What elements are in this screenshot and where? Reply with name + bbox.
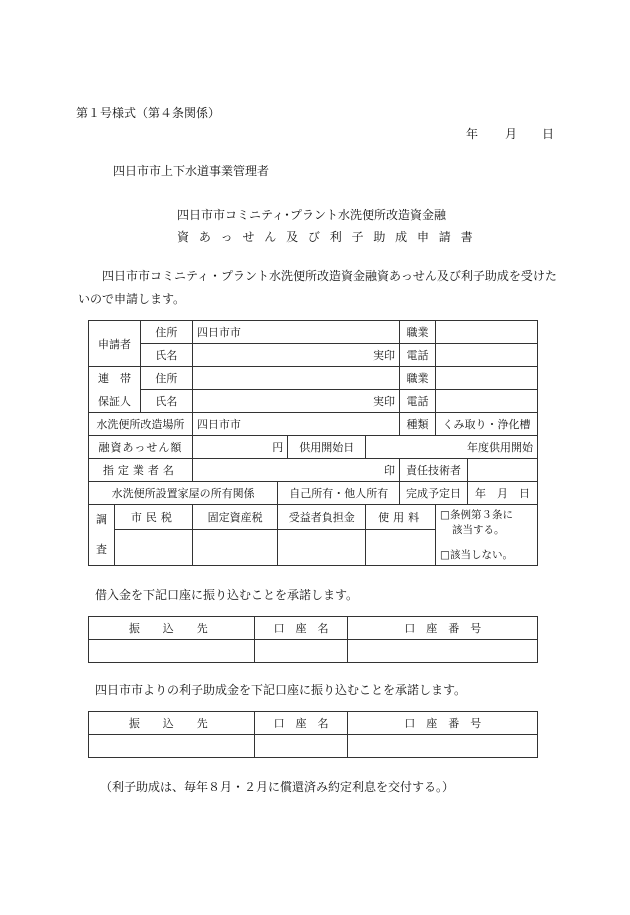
applicant-name-label: 氏名 bbox=[140, 344, 192, 367]
applicant-occupation-value[interactable] bbox=[436, 321, 538, 344]
bank2-number-value[interactable] bbox=[348, 735, 538, 758]
bank2-dest-value[interactable] bbox=[89, 735, 255, 758]
application-table bbox=[88, 320, 538, 566]
date-year: 年 bbox=[466, 127, 479, 141]
form-number: 第１号様式（第４条関係） bbox=[76, 106, 221, 120]
applicant-label: 申請者 bbox=[89, 321, 141, 367]
applicant-address-value: 四日市市 bbox=[192, 321, 399, 344]
guarantor-seal: 実印 bbox=[192, 390, 399, 413]
work-place-value: 四日市市 bbox=[192, 413, 399, 436]
guarantor-address-label: 住所 bbox=[140, 367, 192, 390]
bank2-dest-label: 振 込 先 bbox=[89, 712, 255, 735]
beneficiary-value[interactable] bbox=[278, 530, 366, 566]
applicant-seal: 実印 bbox=[192, 344, 399, 367]
applicant-occupation-label: 職業 bbox=[400, 321, 436, 344]
survey-label-b: 査 bbox=[95, 543, 107, 556]
bank1-name-label: 口 座 名 bbox=[254, 617, 348, 640]
guarantor-label-b: 保証人 bbox=[89, 390, 141, 413]
city-tax-value[interactable] bbox=[114, 530, 192, 566]
consent-2: 四日市市よりの利子助成金を下記口座に振り込むことを承諾します。 bbox=[95, 683, 467, 697]
guarantor-phone-value[interactable] bbox=[436, 390, 538, 413]
bank1-dest-label: 振 込 先 bbox=[89, 617, 255, 640]
guarantor-address-value[interactable] bbox=[192, 367, 399, 390]
guarantor-name-label: 氏名 bbox=[140, 390, 192, 413]
bank2-name-label: 口 座 名 bbox=[254, 712, 348, 735]
bank1-number-label: 口 座 番 号 bbox=[348, 617, 538, 640]
start-date-value: 年度供用開始 bbox=[366, 436, 538, 459]
date-month: 月 bbox=[505, 127, 518, 141]
usage-fee-value[interactable] bbox=[366, 530, 436, 566]
contractor-seal: 印 bbox=[192, 459, 399, 482]
type-value: くみ取り・浄化槽 bbox=[436, 413, 538, 436]
type-label: 種類 bbox=[400, 413, 436, 436]
work-place-label: 水洗便所改造場所 bbox=[89, 413, 193, 436]
ordinance-check bbox=[436, 505, 538, 566]
property-tax-value[interactable] bbox=[192, 530, 278, 566]
start-date-label: 供用開始日 bbox=[288, 436, 366, 459]
guarantor-phone-label: 電話 bbox=[400, 390, 436, 413]
bank-table-1 bbox=[88, 616, 538, 663]
check-not-applicable[interactable]: □該当しない。 bbox=[440, 549, 513, 561]
engineer-value[interactable] bbox=[467, 459, 537, 482]
guarantor-label-a: 連 帯 bbox=[89, 367, 141, 390]
applicant-phone-value[interactable] bbox=[436, 344, 538, 367]
city-tax-label: 市民税 bbox=[114, 505, 192, 530]
bank-table-2 bbox=[88, 711, 538, 758]
loan-amount-label: 融資あっせん額 bbox=[89, 436, 193, 459]
beneficiary-label: 受益者負担金 bbox=[278, 505, 366, 530]
owner-relation-label: 水洗便所設置家屋の所有関係 bbox=[89, 482, 278, 505]
engineer-label: 責任技術者 bbox=[400, 459, 468, 482]
consent-1: 借入金を下記口座に振り込むことを承諾します。 bbox=[95, 588, 359, 602]
owner-relation-value: 自己所有・他人所有 bbox=[278, 482, 400, 505]
contractor-label: 指定業者名 bbox=[89, 459, 193, 482]
completion-value: 年 月 日 bbox=[467, 482, 537, 505]
survey-label-a: 調 bbox=[95, 513, 107, 526]
guarantor-occupation-label: 職業 bbox=[400, 367, 436, 390]
guarantor-occupation-value[interactable] bbox=[436, 367, 538, 390]
completion-label: 完成予定日 bbox=[400, 482, 468, 505]
bank2-name-value[interactable] bbox=[254, 735, 348, 758]
intro-paragraph: 四日市市コミニティ・プラント水洗便所改造資金融資あっせん及び利子助成を受けたいので申請します。 bbox=[78, 269, 557, 306]
check-applicable[interactable]: □条例第３条に bbox=[440, 509, 513, 521]
bank2-number-label: 口 座 番 号 bbox=[348, 712, 538, 735]
date-day: 日 bbox=[542, 127, 555, 141]
loan-amount-yen: 円 bbox=[192, 436, 287, 459]
property-tax-label: 固定資産税 bbox=[192, 505, 278, 530]
check-applicable-b: 該当する。 bbox=[452, 524, 505, 536]
title-line1: 四日市市コミニティ･プラント水洗便所改造資金融 bbox=[177, 208, 447, 222]
survey-label bbox=[89, 505, 115, 566]
note: （利子助成は、毎年８月・２月に償還済み約定利息を交付する。） bbox=[100, 780, 455, 794]
applicant-address-label: 住所 bbox=[140, 321, 192, 344]
usage-fee-label: 使用料 bbox=[366, 505, 436, 530]
bank1-name-value[interactable] bbox=[254, 640, 348, 663]
bank1-dest-value[interactable] bbox=[89, 640, 255, 663]
applicant-phone-label: 電話 bbox=[400, 344, 436, 367]
bank1-number-value[interactable] bbox=[348, 640, 538, 663]
addressee: 四日市市上下水道事業管理者 bbox=[113, 164, 270, 178]
title-line2: 資 あ っ せ ん 及 び 利 子 助 成 申 請 書 bbox=[177, 230, 476, 244]
